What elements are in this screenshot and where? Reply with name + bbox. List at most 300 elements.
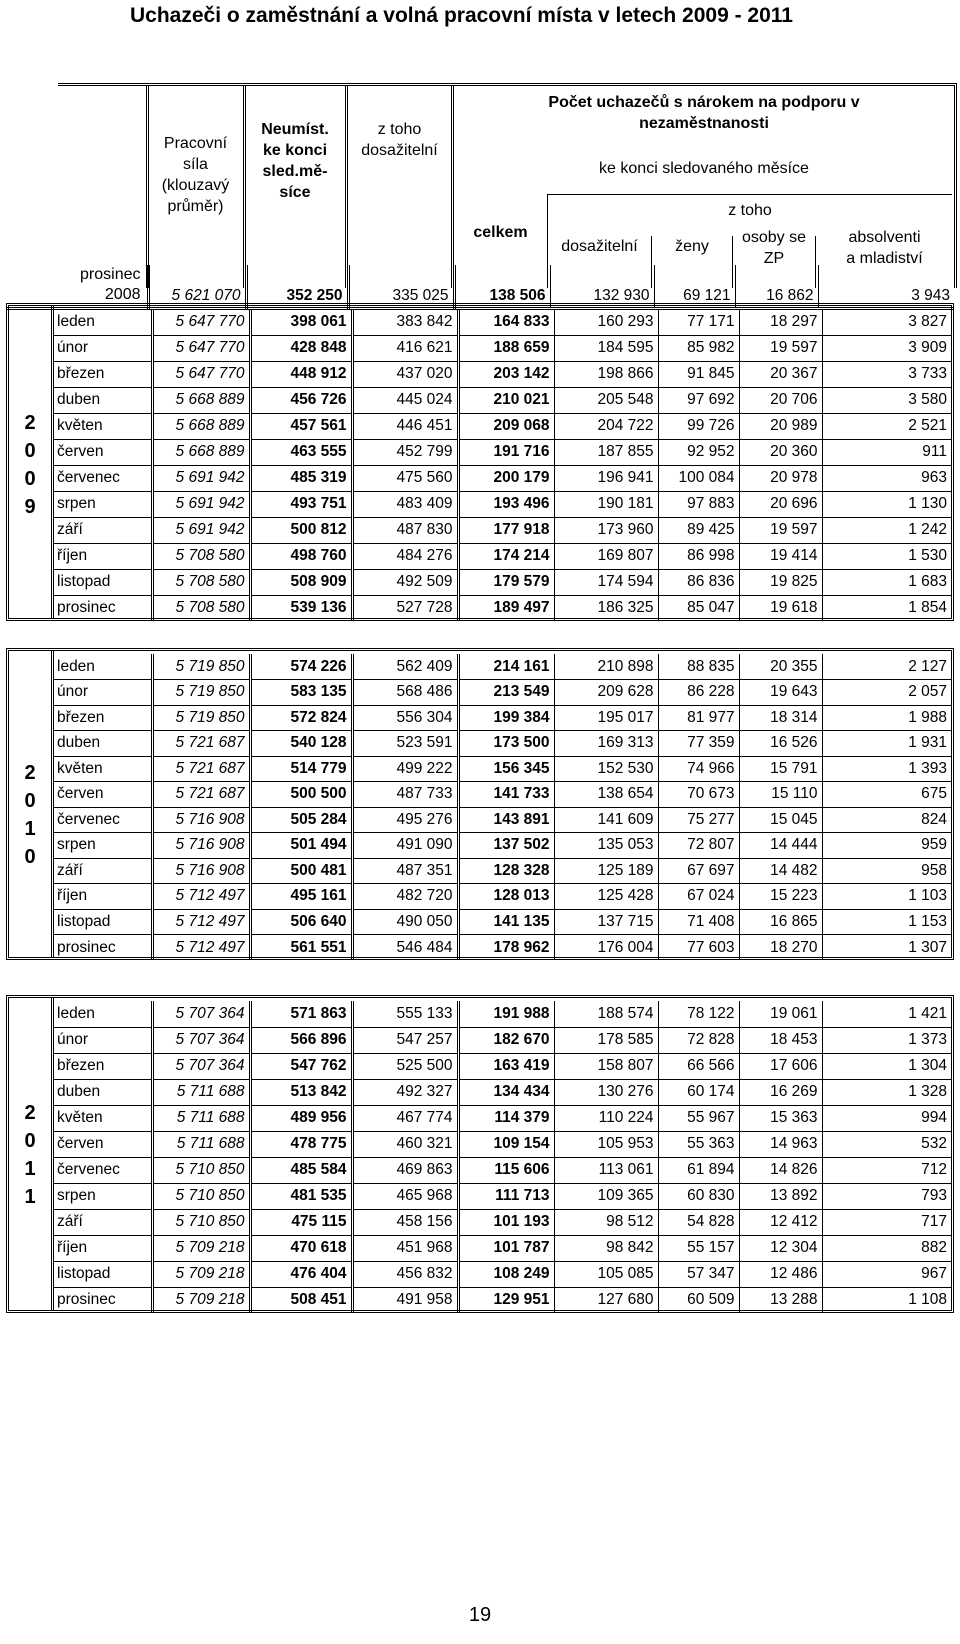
cell-graduates: 3 909 — [822, 335, 951, 361]
cell-unplaced: 566 896 — [250, 1027, 352, 1053]
cell-sub-available: 109 365 — [554, 1183, 658, 1209]
cell-sub-available: 196 941 — [554, 465, 658, 491]
cell-unplaced: 398 061 — [250, 309, 352, 335]
cell-unplaced: 514 779 — [250, 756, 352, 782]
cell-unplaced: 505 284 — [250, 807, 352, 833]
cell-total: 200 179 — [458, 465, 554, 491]
table-row — [54, 807, 951, 833]
cell-total: 143 891 — [458, 807, 554, 833]
cell-graduates: 675 — [822, 782, 951, 808]
cell-available: 525 500 — [352, 1053, 458, 1079]
table-row — [54, 705, 951, 731]
cell-women: 78 122 — [658, 1001, 739, 1027]
cell-available: 445 024 — [352, 387, 458, 413]
cell-available: 491 090 — [352, 833, 458, 859]
year-digit: 2 — [24, 412, 36, 434]
header-women: ženy — [675, 238, 709, 255]
cell-disabled: 20 355 — [739, 654, 822, 680]
cell-total: 203 142 — [458, 361, 554, 387]
year-digit: 0 — [24, 1130, 36, 1152]
cell-women: 100 084 — [658, 465, 739, 491]
cell-total: 138 506 — [454, 265, 550, 309]
cell-sub-available: 210 898 — [554, 654, 658, 680]
cell-month: říjen — [54, 884, 152, 910]
cell-disabled: 20 989 — [739, 413, 822, 439]
cell-month: květen — [54, 756, 152, 782]
cell-month: říjen — [54, 543, 152, 569]
table-header — [58, 83, 957, 288]
cell-total: 193 496 — [458, 491, 554, 517]
cell-disabled: 20 978 — [739, 465, 822, 491]
cell-labor-force: 5 716 908 — [152, 807, 250, 833]
cell-sub-available: 105 953 — [554, 1131, 658, 1157]
cell-unplaced: 574 226 — [250, 654, 352, 680]
year-digit: 0 — [24, 468, 36, 490]
cell-disabled: 16 526 — [739, 731, 822, 757]
cell-graduates: 2 057 — [822, 680, 951, 706]
cell-disabled: 15 791 — [739, 756, 822, 782]
cell-month: březen — [54, 1053, 152, 1079]
cell-available: 483 409 — [352, 491, 458, 517]
cell-sub-available: 205 548 — [554, 387, 658, 413]
cell-graduates: 963 — [822, 465, 951, 491]
year-digit: 9 — [24, 496, 36, 518]
cell-total: 109 154 — [458, 1131, 554, 1157]
cell-labor-force: 5 708 580 — [152, 595, 250, 621]
cell-women: 77 603 — [658, 935, 739, 961]
header-unplaced: Neumíst. ke konci sled.mě- síce — [261, 121, 329, 201]
cell-available: 383 842 — [352, 309, 458, 335]
cell-month: duben — [54, 731, 152, 757]
cell-disabled: 19 643 — [739, 680, 822, 706]
cell-total: 128 328 — [458, 858, 554, 884]
cell-unplaced: 478 775 — [250, 1131, 352, 1157]
cell-month: listopad — [54, 909, 152, 935]
cell-unplaced: 485 584 — [250, 1157, 352, 1183]
cell-graduates: 1 153 — [822, 909, 951, 935]
cell-labor-force: 5 668 889 — [152, 413, 250, 439]
header-of-which: z toho — [728, 202, 772, 219]
cell-available: 492 327 — [352, 1079, 458, 1105]
cell-disabled: 19 825 — [739, 569, 822, 595]
cell-disabled: 19 414 — [739, 543, 822, 569]
cell-unplaced: 457 561 — [250, 413, 352, 439]
table-row — [54, 756, 951, 782]
cell-unplaced: 470 618 — [250, 1235, 352, 1261]
cell-month: červenec — [54, 465, 152, 491]
cell-women: 86 228 — [658, 680, 739, 706]
cell-disabled: 19 061 — [739, 1001, 822, 1027]
cell-graduates: 3 827 — [822, 309, 951, 335]
header-sub-available: dosažitelní — [561, 238, 638, 255]
cell-graduates: 882 — [822, 1235, 951, 1261]
cell-month: prosinec — [54, 1287, 152, 1313]
cell-available: 467 774 — [352, 1105, 458, 1131]
table-row — [54, 491, 951, 517]
cell-disabled: 14 444 — [739, 833, 822, 859]
cell-women: 86 998 — [658, 543, 739, 569]
cell-unplaced: 448 912 — [250, 361, 352, 387]
table-row — [54, 543, 951, 569]
cell-month: červen — [54, 1131, 152, 1157]
cell-unplaced: 572 824 — [250, 705, 352, 731]
cell-women: 55 363 — [658, 1131, 739, 1157]
cell-labor-force: 5 716 908 — [152, 858, 250, 884]
cell-available: 469 863 — [352, 1157, 458, 1183]
cell-disabled: 14 482 — [739, 858, 822, 884]
cell-labor-force: 5 711 688 — [152, 1079, 250, 1105]
cell-month: leden — [54, 1001, 152, 1027]
cell-disabled: 16 269 — [739, 1079, 822, 1105]
table-row — [54, 361, 951, 387]
cell-unplaced: 561 551 — [250, 935, 352, 961]
cell-labor-force: 5 707 364 — [152, 1027, 250, 1053]
cell-labor-force: 5 647 770 — [152, 335, 250, 361]
cell-sub-available: 169 807 — [554, 543, 658, 569]
cell-sub-available: 138 654 — [554, 782, 658, 808]
cell-disabled: 18 314 — [739, 705, 822, 731]
cell-sub-available: 141 609 — [554, 807, 658, 833]
table-row — [54, 935, 951, 961]
cell-total: 199 384 — [458, 705, 554, 731]
cell-available: 547 257 — [352, 1027, 458, 1053]
cell-available: 416 621 — [352, 335, 458, 361]
cell-women: 61 894 — [658, 1157, 739, 1183]
cell-graduates: 1 108 — [908, 1291, 947, 1309]
cell-total: 101 787 — [458, 1235, 554, 1261]
cell-women: 57 347 — [658, 1261, 739, 1287]
cell-women: 67 024 — [658, 884, 739, 910]
cell-unplaced: 500 481 — [250, 858, 352, 884]
cell-unplaced: 485 319 — [250, 465, 352, 491]
cell-month: listopad — [54, 569, 152, 595]
cell-graduates: 967 — [822, 1261, 951, 1287]
cell-month: červenec — [54, 1157, 152, 1183]
cell-graduates: 1 988 — [822, 705, 951, 731]
table-row — [54, 1287, 951, 1313]
cell-sub-available: 125 189 — [554, 858, 658, 884]
table-row — [54, 1209, 951, 1235]
year-block — [6, 303, 954, 621]
cell-month: únor — [54, 680, 152, 706]
cell-unplaced: 500 500 — [250, 782, 352, 808]
cell-total: 213 549 — [458, 680, 554, 706]
cell-graduates: 1 530 — [822, 543, 951, 569]
cell-available: 451 968 — [352, 1235, 458, 1261]
cell-unplaced: 498 760 — [250, 543, 352, 569]
table-row — [54, 858, 951, 884]
year-digit: 2 — [24, 1102, 36, 1124]
table-row — [54, 1079, 951, 1105]
cell-unplaced: 547 762 — [250, 1053, 352, 1079]
cell-women: 60 830 — [658, 1183, 739, 1209]
cell-total: 214 161 — [458, 654, 554, 680]
cell-available: 546 484 — [352, 935, 458, 961]
table-row — [54, 654, 951, 680]
header-total: celkem — [473, 224, 528, 241]
cell-sub-available: 204 722 — [554, 413, 658, 439]
cell-total: 101 193 — [458, 1209, 554, 1235]
cell-month: listopad — [54, 1261, 152, 1287]
cell-sub-available: 98 842 — [554, 1235, 658, 1261]
cell-women: 69 121 — [654, 265, 735, 309]
cell-sub-available: 135 053 — [554, 833, 658, 859]
cell-graduates: 911 — [822, 439, 951, 465]
cell-unplaced: 508 909 — [250, 569, 352, 595]
cell-graduates: 2 127 — [822, 654, 951, 680]
cell-women: 85 982 — [658, 335, 739, 361]
year-digit: 0 — [24, 790, 36, 812]
cell-available: 556 304 — [352, 705, 458, 731]
cell-women: 92 952 — [658, 439, 739, 465]
cell-sub-available: 178 585 — [554, 1027, 658, 1053]
cell-total: 189 497 — [458, 595, 554, 621]
cell-available: 499 222 — [352, 756, 458, 782]
cell-sub-available: 190 181 — [554, 491, 658, 517]
cell-available: 460 321 — [352, 1131, 458, 1157]
cell-total: 182 670 — [458, 1027, 554, 1053]
cell-available: 482 720 — [352, 884, 458, 910]
cell-total: 174 214 — [458, 543, 554, 569]
table-row — [54, 517, 951, 543]
cell-labor-force: 5 647 770 — [152, 309, 250, 335]
cell-sub-available: 137 715 — [554, 909, 658, 935]
cell-sub-available: 127 680 — [554, 1287, 658, 1313]
cell-total: 115 606 — [458, 1157, 554, 1183]
cell-labor-force: 5 691 942 — [152, 517, 250, 543]
cell-graduates: 2 521 — [822, 413, 951, 439]
table-row — [54, 387, 951, 413]
cell-women: 72 807 — [658, 833, 739, 859]
cell-available: 465 968 — [352, 1183, 458, 1209]
cell-women: 67 697 — [658, 858, 739, 884]
cell-unplaced: 539 136 — [250, 595, 352, 621]
cell-available: 452 799 — [352, 439, 458, 465]
cell-unplaced: 463 555 — [250, 439, 352, 465]
cell-graduates: 958 — [822, 858, 951, 884]
cell-disabled: 17 606 — [739, 1053, 822, 1079]
table-row — [54, 680, 951, 706]
table-row — [54, 465, 951, 491]
cell-women: 60 509 — [658, 1287, 739, 1313]
cell-women: 81 977 — [658, 705, 739, 731]
cell-total: 173 500 — [458, 731, 554, 757]
cell-disabled: 12 304 — [739, 1235, 822, 1261]
cell-labor-force: 5 721 687 — [152, 731, 250, 757]
table-row — [54, 1001, 951, 1027]
cell-unplaced: 506 640 — [250, 909, 352, 935]
cell-graduates: 1 130 — [822, 491, 951, 517]
cell-disabled: 19 597 — [739, 335, 822, 361]
cell-unplaced: 475 115 — [250, 1209, 352, 1235]
cell-labor-force: 5 691 942 — [152, 491, 250, 517]
cell-disabled: 19 597 — [739, 517, 822, 543]
cell-women: 85 047 — [658, 595, 739, 621]
cell-sub-available: 132 930 — [550, 265, 654, 309]
table-row — [54, 884, 951, 910]
cell-sub-available: 113 061 — [554, 1157, 658, 1183]
cell-women: 71 408 — [658, 909, 739, 935]
cell-available: 523 591 — [352, 731, 458, 757]
cell-labor-force: 5 708 580 — [152, 569, 250, 595]
cell-sub-available: 160 293 — [554, 309, 658, 335]
cell-women: 77 359 — [658, 731, 739, 757]
cell-labor-force: 5 710 850 — [152, 1157, 250, 1183]
cell-labor-force: 5 709 218 — [152, 1287, 250, 1313]
cell-labor-force: 5 707 364 — [152, 1001, 250, 1027]
cell-total: 209 068 — [458, 413, 554, 439]
cell-available: 456 832 — [352, 1261, 458, 1287]
cell-available: 527 728 — [352, 595, 458, 621]
cell-women: 74 966 — [658, 756, 739, 782]
cell-month: září — [54, 858, 152, 884]
cell-women: 60 174 — [658, 1079, 739, 1105]
cell-disabled: 20 367 — [739, 361, 822, 387]
cell-available: 458 156 — [352, 1209, 458, 1235]
cell-available: 491 958 — [352, 1287, 458, 1313]
cell-unplaced: 476 404 — [250, 1261, 352, 1287]
table-row — [54, 833, 951, 859]
table-row — [54, 595, 951, 621]
cell-labor-force: 5 691 942 — [152, 465, 250, 491]
cell-labor-force: 5 712 497 — [152, 884, 250, 910]
cell-women: 66 566 — [658, 1053, 739, 1079]
cell-disabled: 13 288 — [739, 1287, 822, 1313]
cell-sub-available: 195 017 — [554, 705, 658, 731]
year-digit: 0 — [24, 440, 36, 462]
cell-labor-force: 5 668 889 — [152, 439, 250, 465]
cell-disabled: 13 892 — [739, 1183, 822, 1209]
cell-women: 97 692 — [658, 387, 739, 413]
cell-available: 437 020 — [352, 361, 458, 387]
cell-disabled: 12 412 — [739, 1209, 822, 1235]
table-row — [54, 309, 951, 335]
cell-sub-available: 152 530 — [554, 756, 658, 782]
cell-labor-force: 5 711 688 — [152, 1105, 250, 1131]
cell-month: červen — [54, 439, 152, 465]
table-row — [54, 1053, 951, 1079]
table-row — [54, 782, 951, 808]
cell-unplaced: 489 956 — [250, 1105, 352, 1131]
cell-labor-force: 5 716 908 — [152, 833, 250, 859]
cell-total: 129 951 — [458, 1287, 554, 1313]
cell-labor-force: 5 712 497 — [152, 935, 250, 961]
cell-disabled: 12 486 — [739, 1261, 822, 1287]
year-digit: 1 — [24, 1158, 36, 1180]
cell-disabled: 15 110 — [739, 782, 822, 808]
table-row — [54, 1235, 951, 1261]
cell-graduates: 1 307 — [908, 938, 947, 956]
row-label: prosinec 2008 — [6, 265, 148, 309]
cell-labor-force: 5 709 218 — [152, 1235, 250, 1261]
cell-month: srpen — [54, 1183, 152, 1209]
cell-total: 177 918 — [458, 517, 554, 543]
cell-available: 492 509 — [352, 569, 458, 595]
header-available: z toho dosažitelní — [361, 121, 438, 159]
cell-sub-available: 130 276 — [554, 1079, 658, 1105]
year-column — [9, 998, 54, 1310]
cell-total: 191 716 — [458, 439, 554, 465]
year-digit: 1 — [24, 818, 36, 840]
cell-sub-available: 174 594 — [554, 569, 658, 595]
year-digit: 1 — [24, 1186, 36, 1208]
cell-available: 490 050 — [352, 909, 458, 935]
cell-total: 179 579 — [458, 569, 554, 595]
cell-sub-available: 158 807 — [554, 1053, 658, 1079]
cell-total: 156 345 — [458, 756, 554, 782]
cell-sub-available: 188 574 — [554, 1001, 658, 1027]
cell-women: 91 845 — [658, 361, 739, 387]
page-number: 19 — [468, 1604, 492, 1626]
cell-sub-available: 198 866 — [554, 361, 658, 387]
cell-disabled: 20 696 — [739, 491, 822, 517]
cell-labor-force: 5 719 850 — [152, 705, 250, 731]
cell-available: 487 733 — [352, 782, 458, 808]
cell-unplaced: 495 161 — [250, 884, 352, 910]
cell-women: 75 277 — [658, 807, 739, 833]
cell-month: říjen — [54, 1235, 152, 1261]
cell-sub-available: 98 512 — [554, 1209, 658, 1235]
table-row — [54, 1157, 951, 1183]
cell-graduates: 959 — [822, 833, 951, 859]
cell-unplaced: 481 535 — [250, 1183, 352, 1209]
cell-disabled: 15 045 — [739, 807, 822, 833]
header-disabled: osoby se ZP — [741, 229, 807, 267]
cell-graduates: 3 733 — [822, 361, 951, 387]
cell-total: 163 419 — [458, 1053, 554, 1079]
cell-graduates: 712 — [822, 1157, 951, 1183]
cell-women: 72 828 — [658, 1027, 739, 1053]
cell-labor-force: 5 710 850 — [152, 1183, 250, 1209]
cell-month: leden — [54, 309, 152, 335]
cell-sub-available: 186 325 — [554, 595, 658, 621]
cell-women: 54 828 — [658, 1209, 739, 1235]
header-labor-force: Pracovní síla (klouzavý průměr) — [161, 135, 230, 215]
cell-available: 562 409 — [352, 654, 458, 680]
cell-sub-available: 125 428 — [554, 884, 658, 910]
cell-unplaced: 428 848 — [250, 335, 352, 361]
cell-month: září — [54, 517, 152, 543]
cell-disabled: 16 865 — [739, 909, 822, 935]
cell-labor-force: 5 721 687 — [152, 756, 250, 782]
cell-unplaced: 456 726 — [250, 387, 352, 413]
cell-disabled: 15 223 — [739, 884, 822, 910]
cell-available: 487 830 — [352, 517, 458, 543]
cell-total: 164 833 — [458, 309, 554, 335]
cell-unplaced: 352 250 — [246, 265, 348, 309]
cell-labor-force: 5 719 850 — [152, 654, 250, 680]
cell-sub-available: 209 628 — [554, 680, 658, 706]
cell-disabled: 20 706 — [739, 387, 822, 413]
cell-sub-available: 105 085 — [554, 1261, 658, 1287]
cell-women: 86 836 — [658, 569, 739, 595]
cell-month: prosinec — [54, 595, 152, 621]
cell-unplaced: 508 451 — [250, 1287, 352, 1313]
cell-total: 128 013 — [458, 884, 554, 910]
table-row — [54, 909, 951, 935]
cell-total: 114 379 — [458, 1105, 554, 1131]
table-row — [54, 1105, 951, 1131]
cell-women: 99 726 — [658, 413, 739, 439]
header-end-of-month: ke konci sledovaného měsíce — [599, 160, 809, 177]
cell-graduates: 1 421 — [822, 1001, 951, 1027]
cell-unplaced: 571 863 — [250, 1001, 352, 1027]
cell-month: březen — [54, 705, 152, 731]
cell-month: červenec — [54, 807, 152, 833]
cell-total: 210 021 — [458, 387, 554, 413]
table-row — [54, 1183, 951, 1209]
year-digit: 2 — [24, 762, 36, 784]
